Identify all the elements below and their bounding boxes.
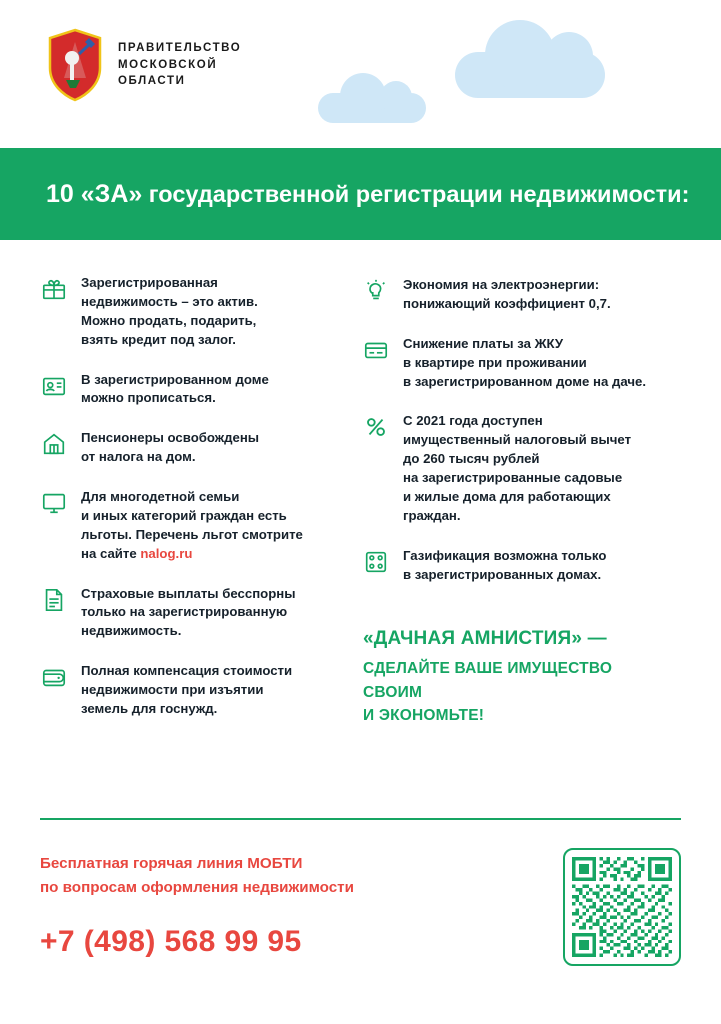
page-title-rest: государственной регистрации недвижимости: [142, 181, 690, 207]
amnesty-line3: И ЭКОНОМЬТЕ! [363, 706, 485, 724]
gift-icon [40, 275, 68, 303]
amnesty-line1: «ДАЧНАЯ АМНИСТИЯ» — [363, 628, 607, 650]
qr-code-image [572, 857, 672, 957]
benefit-item [40, 662, 352, 719]
benefit-text: Страховые выплаты бесспорны только на зарегистрированную недвижимость. [81, 585, 296, 639]
benefit-item [40, 429, 352, 467]
benefit-item [362, 276, 674, 314]
monitor-icon [40, 489, 68, 517]
document-icon [40, 586, 68, 614]
benefit-item [362, 335, 674, 392]
brand-block [46, 28, 241, 102]
org-name-line2: МОСКОВСКОЙ [118, 58, 218, 71]
benefit-text: Газификация возможна только в зарегистрированных домах. [403, 547, 607, 582]
bottom-margin [0, 996, 721, 1024]
poster-footer [40, 848, 681, 966]
benefit-text: Снижение платы за ЖКУ в квартире при проживании в зарегистрированном доме на даче. [403, 335, 647, 389]
org-name-line3: ОБЛАСТИ [118, 75, 186, 88]
hotline-line2: по вопросам оформления недвижимости [40, 878, 354, 896]
cloud-decoration-large [455, 52, 605, 98]
wallet-icon [40, 663, 68, 691]
qr-code[interactable] [563, 848, 681, 966]
benefit-text: Экономия на электроэнергии: понижающий коэффициент 0,7. [403, 277, 611, 311]
benefit-item [40, 274, 352, 350]
payment-card-icon [362, 336, 390, 364]
poster-header [0, 0, 721, 148]
benefit-item [40, 488, 352, 564]
coat-of-arms-icon [46, 28, 104, 102]
benefit-text: В зарегистрированном доме можно прописаться. [81, 371, 269, 406]
nalog-link[interactable]: nalog.ru [140, 545, 193, 561]
percent-icon [362, 413, 390, 441]
benefit-text: Полная компенсация стоимости недвижимости при изъятии земель для госнужд. [81, 663, 293, 716]
title-bar [0, 148, 721, 240]
gas-burner-icon [362, 548, 390, 576]
page-title-number: 10 «ЗА» [46, 180, 143, 208]
page-title [46, 179, 689, 209]
benefit-item [362, 547, 674, 585]
cloud-decoration-small [318, 93, 426, 123]
benefit-text: С 2021 года доступен имущественный налоговый вычет до 260 тысяч рублей на зарегистрированные садовые и жилые дома для работающих граждан. [403, 413, 632, 523]
amnesty-block [362, 628, 674, 727]
benefit-item [40, 371, 352, 409]
benefit-item [40, 585, 352, 642]
divider [40, 818, 681, 820]
amnesty-line2: СДЕЛАЙТЕ ВАШЕ ИМУЩЕСТВО СВОИМ [363, 660, 613, 701]
id-card-icon [40, 372, 68, 400]
phone-number[interactable]: +7 (498) 568 99 95 [40, 925, 302, 959]
benefit-item [362, 412, 674, 525]
org-name [118, 40, 241, 90]
benefit-text: Пенсионеры освобождены от налога на дом. [81, 430, 260, 465]
benefit-text: Для многодетной семьи и иных категорий граждан есть льготы. Перечень льгот смотрите на сайте nalog.ru [81, 489, 303, 561]
hotline-block [40, 848, 354, 959]
org-name-line1: ПРАВИТЕЛЬСТВО [118, 41, 242, 54]
house-icon [40, 430, 68, 458]
benefit-text: Зарегистрированная недвижимость – это актив. Можно продать, подарить, взять кредит под залог. [81, 275, 258, 347]
hotline-line1: Бесплатная горячая линия МОБТИ [40, 855, 303, 872]
benefits-column-right [362, 274, 674, 740]
lightbulb-icon [362, 277, 390, 305]
benefits-column-left [40, 274, 352, 740]
content-area [0, 240, 721, 740]
